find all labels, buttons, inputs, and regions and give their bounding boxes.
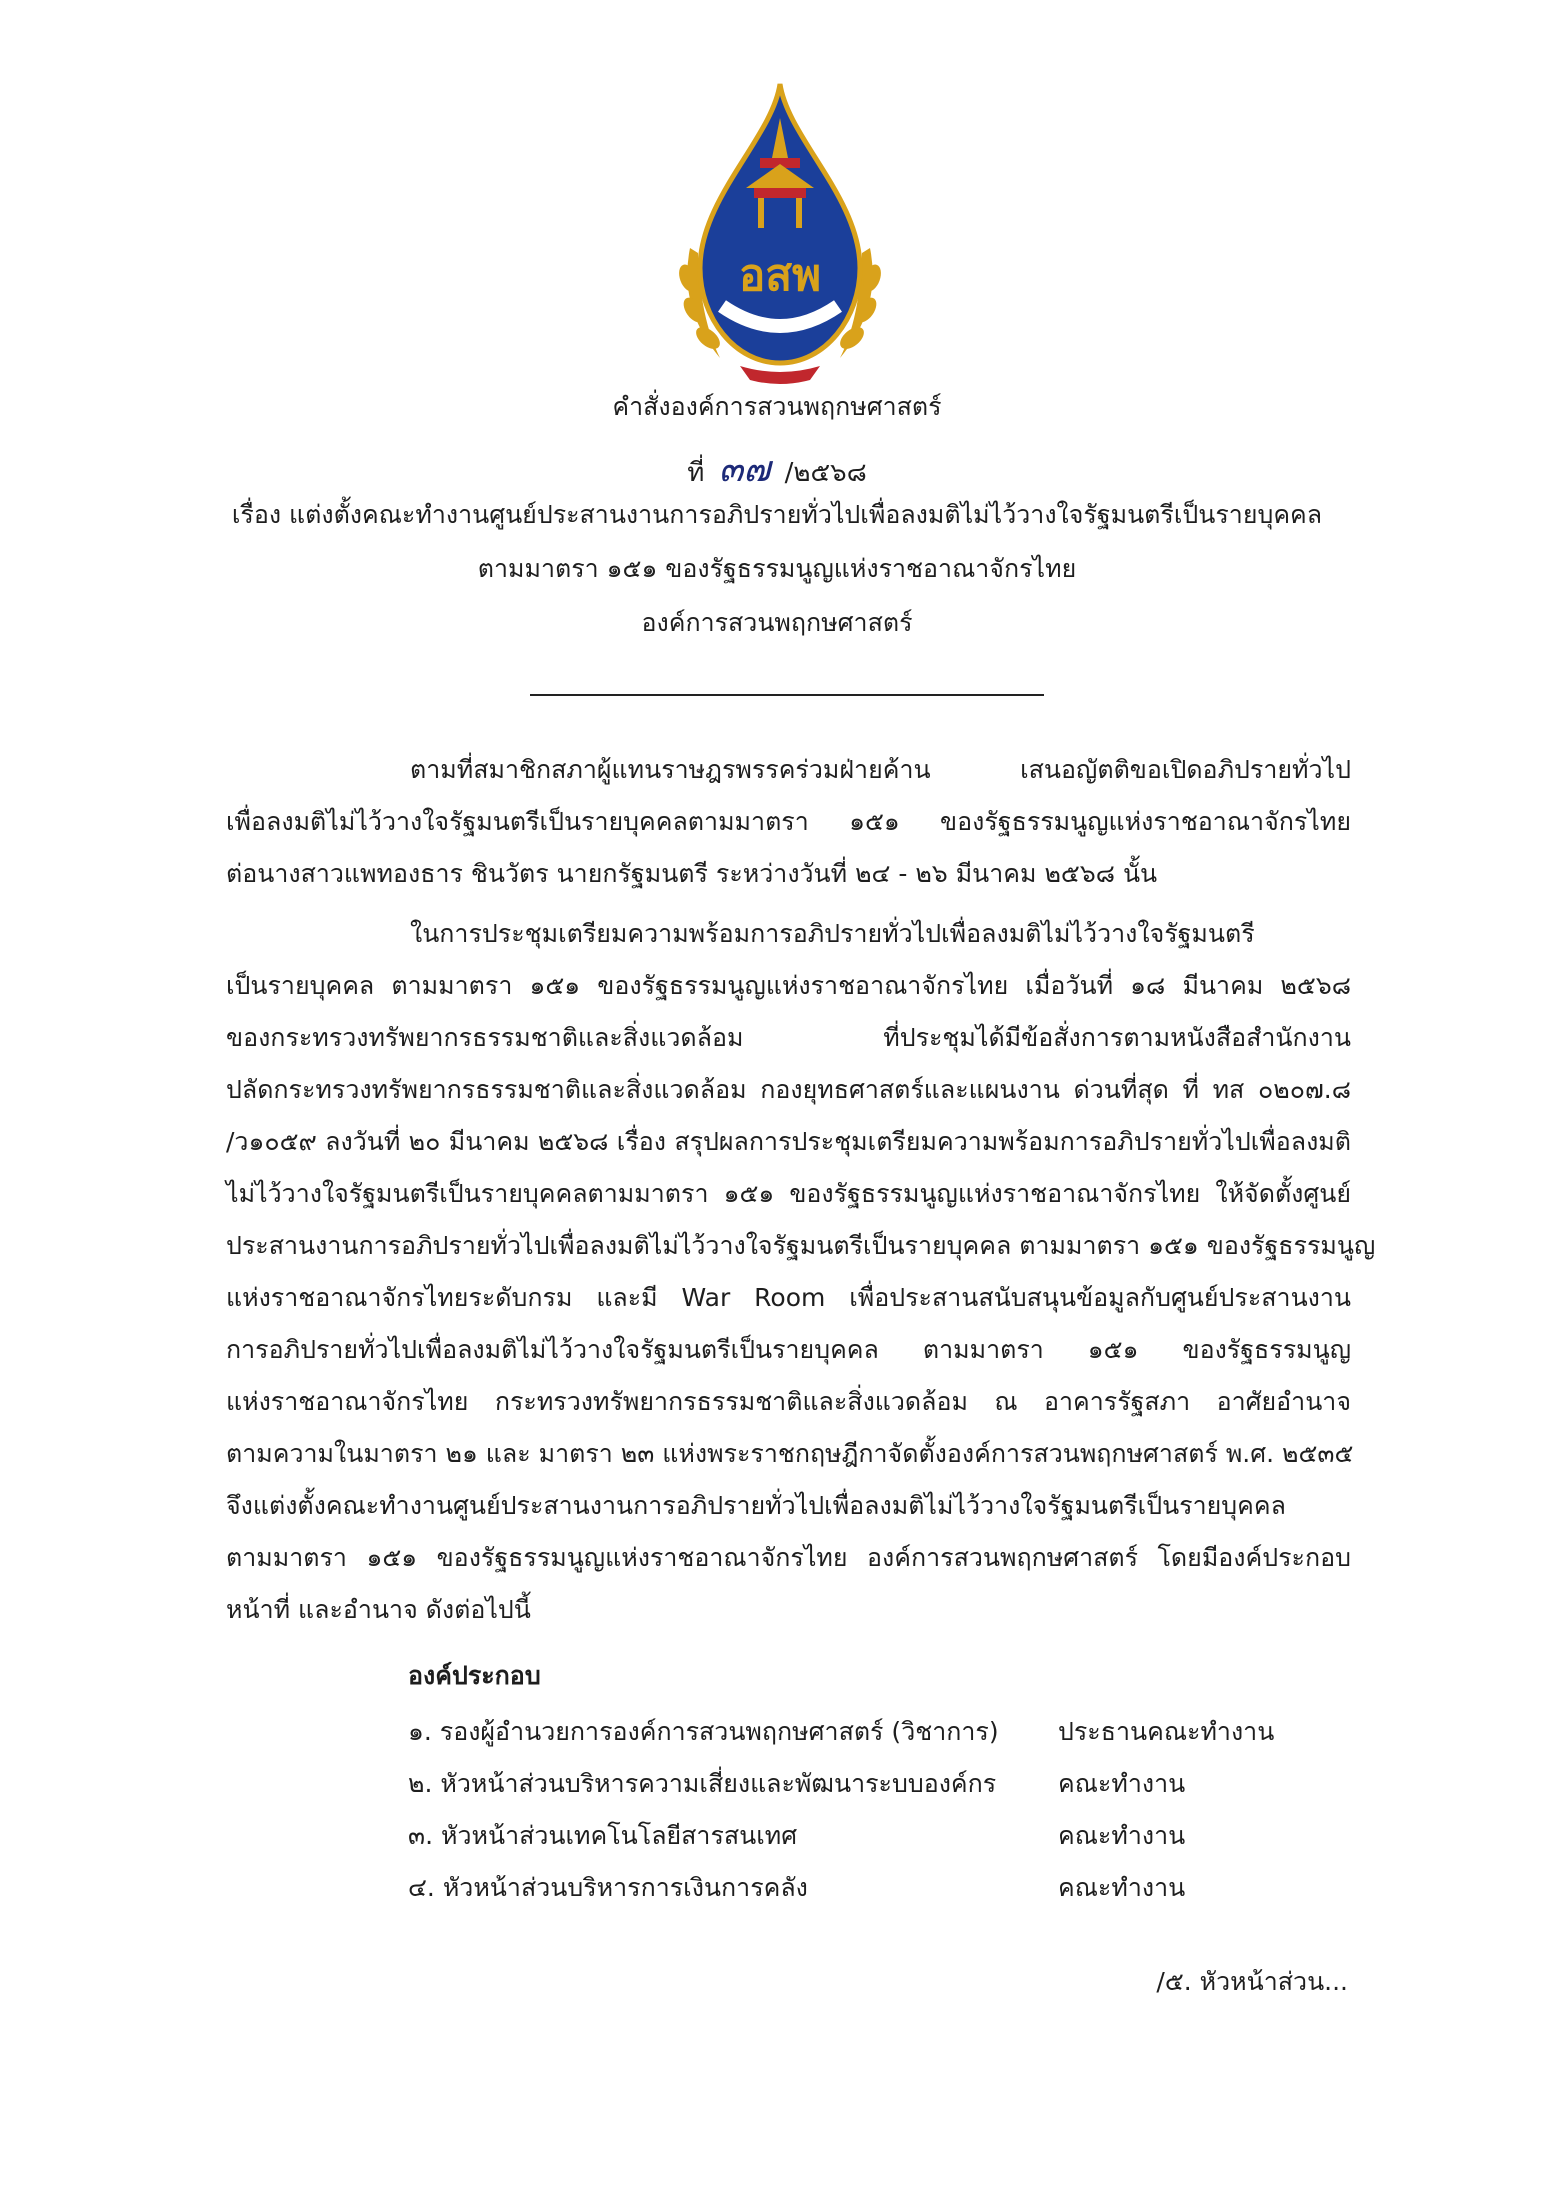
paragraph-2-line: ตามมาตรา ๑๕๑ ของรัฐธรรมนูญแห่งราชอาณาจักรไทย องค์การสวนพฤกษศาสตร์ โดยมีองค์ประกอบ [226,1543,1351,1572]
paragraph-2-line: แห่งราชอาณาจักรไทยระดับกรม และมี War Room เพื่อประสานสนับสนุนข้อมูลกับศูนย์ประสานงาน [226,1283,1351,1312]
member-title: ๒. หัวหน้าส่วนบริหารความเสี่ยงและพัฒนาระบบองค์กร [408,1769,997,1798]
paragraph-2-line: ไม่ไว้วางใจรัฐมนตรีเป็นรายบุคคลตามมาตรา ๑๕๑ ของรัฐธรรมนูญแห่งราชอาณาจักรไทย ให้จัดตั้งศูนย์ [226,1179,1351,1208]
subject-line-2: ตามมาตรา ๑๕๑ ของรัฐธรรมนูญแห่งราชอาณาจักรไทย [477,554,1077,583]
member-title: ๔. หัวหน้าส่วนบริหารการเงินการคลัง [408,1873,808,1902]
paragraph-2-line: จึงแต่งตั้งคณะทำงานศูนย์ประสานงานการอภิปรายทั่วไปเพื่อลงมติไม่ไว้วางใจรัฐมนตรีเป็นรายบุคคล [226,1491,1286,1520]
list-item [408,1810,1308,1862]
paragraph-2-line: /ว๑๐๕๙ ลงวันที่ ๒๐ มีนาคม ๒๕๖๘ เรื่อง สรุปผลการประชุมเตรียมความพร้อมการอภิปรายทั่วไปเพื่อลงมติ [226,1127,1351,1156]
paragraph-2-line: เป็นรายบุคคล ตามมาตรา ๑๕๑ ของรัฐธรรมนูญแห่งราชอาณาจักรไทย เมื่อวันที่ ๑๘ มีนาคม ๒๕๖๘ [226,971,1351,1000]
organization-emblem-logo [660,78,900,390]
subject-line-3: องค์การสวนพฤกษศาสตร์ [641,608,913,637]
composition-list [408,1706,1308,1914]
svg-text:อสพ: อสพ [738,250,822,301]
paragraph-1-line: เพื่อลงมติไม่ไว้วางใจรัฐมนตรีเป็นรายบุคคลตามมาตรา ๑๕๑ ของรัฐธรรมนูญแห่งราชอาณาจักรไทย [226,807,1351,836]
header-divider [530,694,1044,696]
member-role: ประธานคณะทำงาน [1058,1717,1275,1746]
list-item [408,1706,1308,1758]
member-role: คณะทำงาน [1058,1873,1186,1902]
member-title: ๓. หัวหน้าส่วนเทคโนโลยีสารสนเทศ [408,1821,798,1850]
paragraph-1-line: ต่อนางสาวแพทองธาร ชินวัตร นายกรัฐมนตรี ระหว่างวันที่ ๒๔ - ๒๖ มีนาคม ๒๕๖๘ นั้น [226,859,1158,888]
list-item [408,1758,1308,1810]
paragraph-2-line: หน้าที่ และอำนาจ ดังต่อไปนี้ [226,1595,531,1624]
list-item [408,1862,1308,1914]
paragraph-2-line: การอภิปรายทั่วไปเพื่อลงมติไม่ไว้วางใจรัฐมนตรีเป็นรายบุคคล ตามมาตรา ๑๕๑ ของรัฐธรรมนูญ [226,1335,1351,1364]
order-title: คำสั่งองค์การสวนพฤกษศาสตร์ [612,392,942,421]
composition-heading: องค์ประกอบ [408,1661,541,1690]
order-number-handwritten: ๓๗ [718,449,771,490]
paragraph-1-line: ตามที่สมาชิกสภาผู้แทนราษฎรพรรคร่วมฝ่ายค้าน เสนอญัตติขอเปิดอภิปรายทั่วไป [410,755,1351,784]
paragraph-2-line: ประสานงานการอภิปรายทั่วไปเพื่อลงมติไม่ไว้วางใจรัฐมนตรีเป็นรายบุคคล ตามมาตรา ๑๕๑ ของรัฐธรรมนูญ [226,1231,1376,1260]
order-number [0,440,1554,497]
paragraph-2-line: ของกระทรวงทรัพยากรธรรมชาติและสิ่งแวดล้อม ที่ประชุมได้มีข้อสั่งการตามหนังสือสำนักงาน [226,1023,1351,1052]
subject-line-1: เรื่อง แต่งตั้งคณะทำงานศูนย์ประสานงานการอภิปรายทั่วไปเพื่อลงมติไม่ไว้วางใจรัฐมนตรีเป็นรายบุคคล [231,500,1323,529]
member-role: คณะทำงาน [1058,1769,1186,1798]
paragraph-2 [226,908,1376,1636]
continuation-note: /๕. หัวหน้าส่วน... [1156,1967,1348,1996]
member-title: ๑. รองผู้อำนวยการองค์การสวนพฤกษศาสตร์ (วิชาการ) [408,1717,999,1746]
order-number-prefix: ที่ [687,458,705,488]
paragraph-2-line: ตามความในมาตรา ๒๑ และ มาตรา ๒๓ แห่งพระราชกฤษฎีกาจัดตั้งองค์การสวนพฤกษศาสตร์ พ.ศ. ๒๕๓๕ [226,1439,1354,1468]
member-role: คณะทำงาน [1058,1821,1186,1850]
order-number-year: /๒๕๖๘ [784,458,867,488]
paragraph-2-line: ปลัดกระทรวงทรัพยากรธรรมชาติและสิ่งแวดล้อม กองยุทธศาสตร์และแผนงาน ด่วนที่สุด ที่ ทส ๐๒๐๗.๘ [226,1075,1351,1104]
paragraph-2-line: ในการประชุมเตรียมความพร้อมการอภิปรายทั่วไปเพื่อลงมติไม่ไว้วางใจรัฐมนตรี [410,919,1255,948]
paragraph-2-line: แห่งราชอาณาจักรไทย กระทรวงทรัพยากรธรรมชาติและสิ่งแวดล้อม ณ อาคารรัฐสภา อาศัยอำนาจ [226,1387,1351,1416]
paragraph-1 [226,744,1351,900]
